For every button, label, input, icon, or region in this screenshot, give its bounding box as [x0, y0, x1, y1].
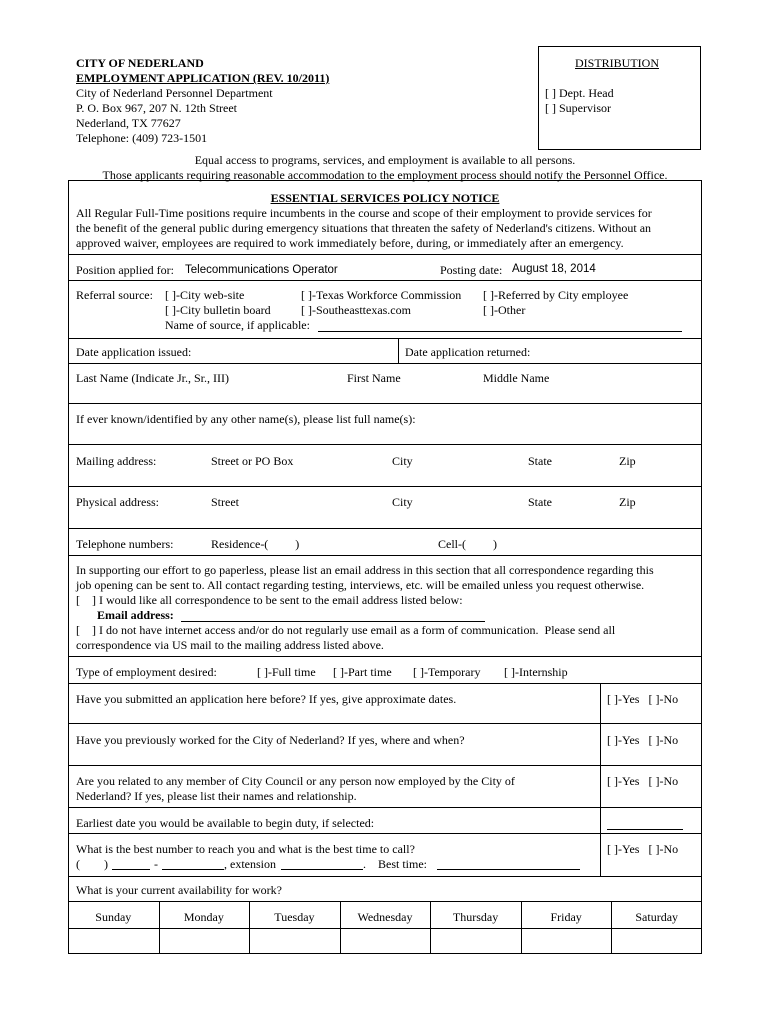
divider [68, 486, 702, 487]
distribution-supervisor[interactable]: [ ] Supervisor [545, 101, 611, 115]
question-previous-employment: Have you previously worked for the City of Nederland? If yes, where and when? [76, 733, 465, 747]
availability-field-wednesday[interactable] [340, 929, 431, 953]
question-previous-application: Have you submitted an application here before? If yes, give approximate dates. [76, 692, 457, 706]
first-name-label: First Name [347, 371, 401, 385]
physical-street-label: Street [211, 495, 239, 509]
date-issued-label: Date application issued: [76, 345, 192, 359]
posting-date-field[interactable]: August 18, 2014 [512, 263, 596, 275]
divider [68, 403, 702, 404]
earliest-date-field[interactable] [607, 829, 683, 830]
referral-name-field[interactable] [318, 331, 682, 332]
employment-internship[interactable]: [ ]-Internship [504, 665, 568, 679]
question-availability: What is your current availability for work? [76, 883, 282, 897]
org-name: CITY OF NEDERLAND [76, 56, 204, 70]
department: City of Nederland Personnel Department [76, 86, 273, 100]
physical-city-label: City [392, 495, 413, 509]
email-opt-out-text: correspondence via US mail to the mailing address listed above. [76, 638, 384, 652]
posting-date-label: Posting date: [440, 263, 503, 277]
availability-day-thursday: Thursday [452, 910, 499, 924]
telephone-label: Telephone numbers: [76, 537, 174, 551]
policy-text-1: All Regular Full-Time positions require incumbents in the course and scope of their employment to provide services for [76, 206, 652, 220]
position-label: Position applied for: [76, 263, 174, 277]
phone-line-field[interactable] [162, 869, 224, 870]
divider [68, 807, 702, 808]
availability-day-wednesday: Wednesday [357, 910, 413, 924]
divider [68, 444, 702, 445]
divider [68, 363, 702, 364]
referral-name-label: Name of source, if applicable: [165, 318, 310, 332]
date-returned-label: Date application returned: [405, 345, 531, 359]
other-names-label: If ever known/identified by any other name(s), please list full name(s): [76, 412, 416, 426]
question-best-number: What is the best number to reach you and what is the best time to call? [76, 842, 415, 856]
form-title: EMPLOYMENT APPLICATION (REV. 10/2011) [76, 71, 330, 85]
email-opt-in-checkbox[interactable]: [ ] I would like all correspondence to be sent to the email address listed below: [76, 593, 463, 607]
best-time-field[interactable] [437, 869, 580, 870]
email-intro-2: job opening can be sent to. All contact regarding testing, interviews, etc. will be emailed unless you request otherwise. [76, 578, 645, 592]
divider [68, 555, 702, 556]
referral-other[interactable]: [ ]-Other [483, 303, 526, 317]
divider [68, 901, 702, 902]
physical-zip-label: Zip [619, 495, 636, 509]
referral-label: Referral source: [76, 288, 153, 302]
divider [600, 683, 601, 876]
mailing-street-label: Street or PO Box [211, 454, 294, 468]
accommodation-notice: Those applicants requiring reasonable accommodation to the employment process should notify the Personnel Office. [102, 168, 668, 182]
employment-temporary[interactable]: [ ]-Temporary [413, 665, 481, 679]
address-line-2: Nederland, TX 77627 [76, 116, 181, 130]
divider [68, 683, 702, 684]
middle-name-label: Middle Name [483, 371, 550, 385]
availability-field-sunday[interactable] [68, 929, 159, 953]
divider [68, 280, 702, 281]
availability-day-saturday: Saturday [635, 910, 679, 924]
phone-dash: - [154, 857, 158, 871]
mailing-city-label: City [392, 454, 413, 468]
referral-city-employee[interactable]: [ ]-Referred by City employee [483, 288, 629, 302]
availability-field-monday[interactable] [159, 929, 250, 953]
address-line-1: P. O. Box 967, 207 N. 12th Street [76, 101, 238, 115]
mailing-address-label: Mailing address: [76, 454, 157, 468]
best-time-label: Best time: [378, 857, 427, 871]
divider [68, 254, 702, 255]
divider [68, 338, 702, 339]
best-number-yes-no[interactable]: [ ]-Yes [ ]-No [607, 842, 679, 856]
position-field[interactable]: Telecommunications Operator [185, 264, 338, 276]
availability-field-friday[interactable] [521, 929, 612, 953]
divider [398, 338, 399, 363]
employment-full-time[interactable]: [ ]-Full time [257, 665, 316, 679]
policy-title: ESSENTIAL SERVICES POLICY NOTICE [270, 191, 500, 205]
physical-state-label: State [528, 495, 552, 509]
availability-day-sunday: Sunday [95, 910, 132, 924]
referral-city-website[interactable]: [ ]-City web-site [165, 288, 245, 302]
phone-extension-field[interactable] [281, 869, 363, 870]
divider [68, 528, 702, 529]
distribution-title: DISTRIBUTION [575, 56, 659, 70]
email-opt-out-checkbox[interactable]: [ ] I do not have internet access and/or do not regularly use email as a form of communication. Please send all [76, 623, 616, 637]
referral-bulletin-board[interactable]: [ ]-City bulletin board [165, 303, 271, 317]
availability-day-tuesday: Tuesday [274, 910, 315, 924]
referral-southeasttexas[interactable]: [ ]-Southeasttexas.com [301, 303, 411, 317]
availability-field-tuesday[interactable] [249, 929, 340, 953]
availability-day-friday: Friday [550, 910, 582, 924]
employment-type-label: Type of employment desired: [76, 665, 217, 679]
phone-extension-label: , extension [224, 857, 276, 871]
phone-period: . [363, 857, 366, 871]
divider [68, 876, 702, 877]
mailing-state-label: State [528, 454, 552, 468]
divider [68, 656, 702, 657]
previous-employment-yes-no[interactable]: [ ]-Yes [ ]-No [607, 733, 679, 747]
question-related-to-employee-2: Nederland? If yes, please list their names and relationship. [76, 789, 357, 803]
phone-prefix-field[interactable] [112, 869, 150, 870]
phone-close-paren: ) [104, 857, 108, 871]
mailing-zip-label: Zip [619, 454, 636, 468]
policy-text-2: the benefit of the general public during emergency situations that threaten the safety of Nederland's citizens. Without an [76, 221, 652, 235]
availability-field-saturday[interactable] [611, 929, 702, 953]
residence-phone-field[interactable]: Residence-( ) [211, 537, 300, 551]
employment-part-time[interactable]: [ ]-Part time [333, 665, 392, 679]
email-intro-1: In supporting our effort to go paperless, please list an email address in this section that all correspondence regarding this [76, 563, 654, 577]
referral-twc[interactable]: [ ]-Texas Workforce Commission [301, 288, 462, 302]
availability-day-monday: Monday [183, 910, 224, 924]
previous-application-yes-no[interactable]: [ ]-Yes [ ]-No [607, 692, 679, 706]
telephone: Telephone: (409) 723-1501 [76, 131, 208, 145]
equal-access-notice: Equal access to programs, services, and employment is available to all persons. [194, 153, 576, 167]
last-name-label: Last Name (Indicate Jr., Sr., III) [76, 371, 229, 385]
distribution-dept-head[interactable]: [ ] Dept. Head [545, 86, 614, 100]
email-address-label: Email address: [97, 608, 174, 622]
question-earliest-date: Earliest date you would be available to begin duty, if selected: [76, 816, 375, 830]
divider [68, 833, 702, 834]
cell-phone-field[interactable]: Cell-( ) [438, 537, 497, 551]
divider [68, 765, 702, 766]
divider [68, 723, 702, 724]
physical-address-label: Physical address: [76, 495, 159, 509]
divider [68, 928, 702, 929]
question-related-to-employee-1: Are you related to any member of City Council or any person now employed by the City of [76, 774, 515, 788]
phone-open-paren: ( [76, 857, 80, 871]
availability-field-thursday[interactable] [430, 929, 521, 953]
policy-text-3: approved waiver, employees are required to work immediately before, during, or immediately after an emergency. [76, 236, 624, 250]
email-address-field[interactable] [181, 621, 485, 622]
related-yes-no[interactable]: [ ]-Yes [ ]-No [607, 774, 679, 788]
